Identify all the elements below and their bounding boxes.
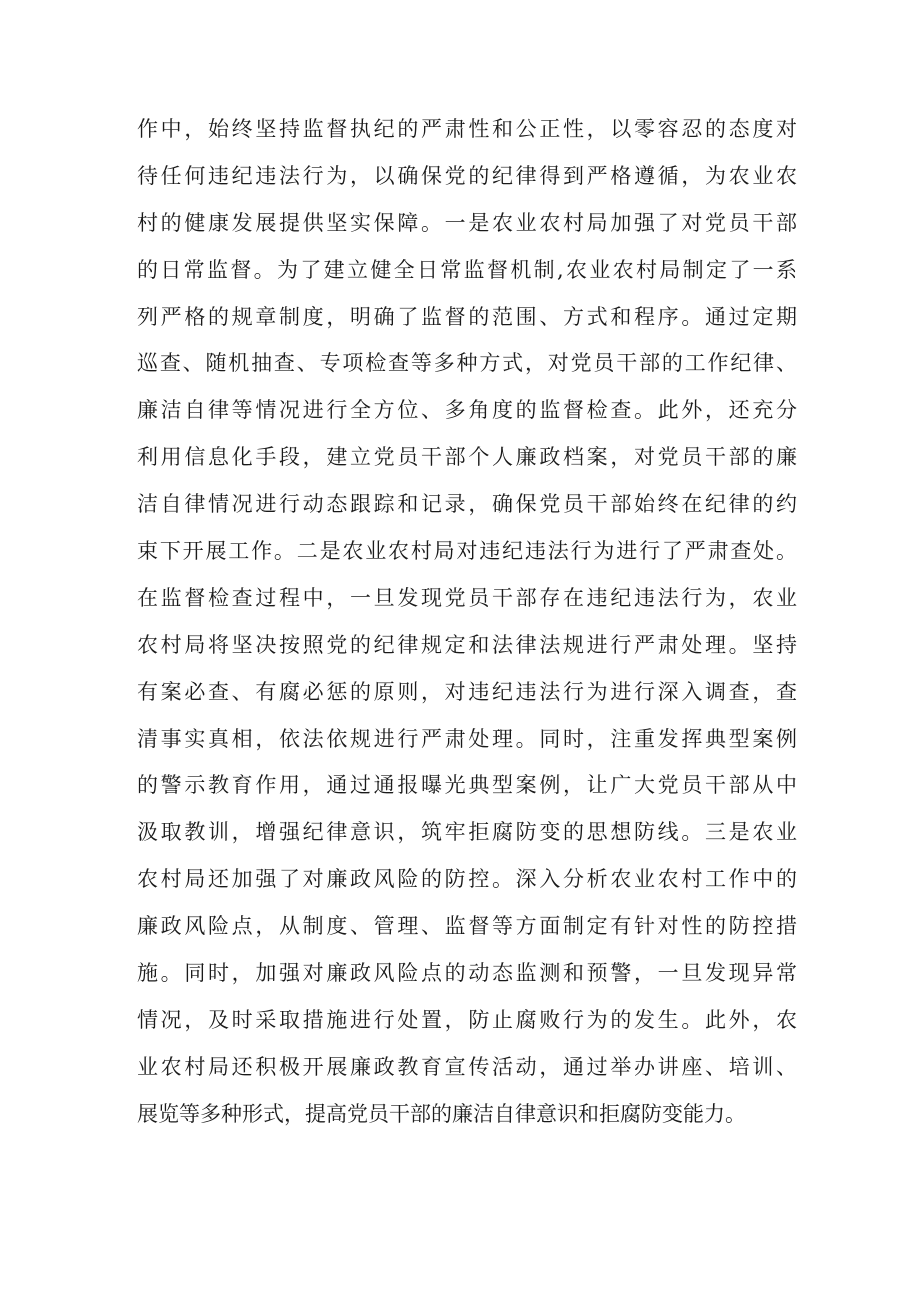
text-line: 有案必查、有腐必惩的原则，对违纪违法行为进行深入调查，查: [137, 679, 797, 704]
text-line: 村的健康发展提供坚实保障。一是农业农村局加强了对党员干部: [137, 210, 797, 235]
text-line: 展览等多种形式，提高党员干部的廉洁自律意识和拒腐防变能力。: [137, 1101, 746, 1126]
text-line: 清事实真相，依法依规进行严肃处理。同时，注重发挥典型案例: [137, 726, 797, 751]
text-line: 的日常监督。为了建立健全日常监督机制,农业农村局制定了一系: [137, 257, 797, 282]
text-line: 农村局将坚决按照党的纪律规定和法律法规进行严肃处理。坚持: [137, 632, 797, 657]
text-line: 情况，及时采取措施进行处置，防止腐败行为的发生。此外，农: [137, 1007, 797, 1032]
text-line: 列严格的规章制度，明确了监督的范围、方式和程序。通过定期: [137, 304, 797, 329]
text-line: 束下开展工作。二是农业农村局对违纪违法行为进行了严肃查处。: [137, 539, 797, 564]
text-line: 施。同时，加强对廉政风险点的动态监测和预警，一旦发现异常: [137, 961, 797, 986]
body-paragraph: [137, 106, 797, 1138]
text-line: 待任何违纪违法行为，以确保党的纪律得到严格遵循，为农业农: [137, 163, 797, 188]
text-line: 洁自律情况进行动态跟踪和记录，确保党员干部始终在纪律的约: [137, 492, 797, 517]
text-line: 利用信息化手段，建立党员干部个人廉政档案，对党员干部的廉: [137, 445, 797, 470]
text-line: 在监督检查过程中，一旦发现党员干部存在违纪违法行为，农业: [137, 585, 797, 610]
text-line: 汲取教训，增强纪律意识，筑牢拒腐防变的思想防线。三是农业: [137, 820, 797, 845]
text-line: 农村局还加强了对廉政风险的防控。深入分析农业农村工作中的: [137, 867, 797, 892]
text-line: 的警示教育作用，通过通报曝光典型案例，让广大党员干部从中: [137, 773, 797, 798]
text-line: 作中，始终坚持监督执纪的严肃性和公正性，以零容忍的态度对: [137, 117, 797, 141]
text-line: 业农村局还积极开展廉政教育宣传活动，通过举办讲座、培训、: [137, 1054, 797, 1079]
text-line: 廉政风险点，从制度、管理、监督等方面制定有针对性的防控措: [137, 914, 797, 939]
text-line: 巡查、随机抽查、专项检查等多种方式，对党员干部的工作纪律、: [137, 351, 797, 376]
text-line: 廉洁自律等情况进行全方位、多角度的监督检查。此外，还充分: [137, 398, 797, 423]
